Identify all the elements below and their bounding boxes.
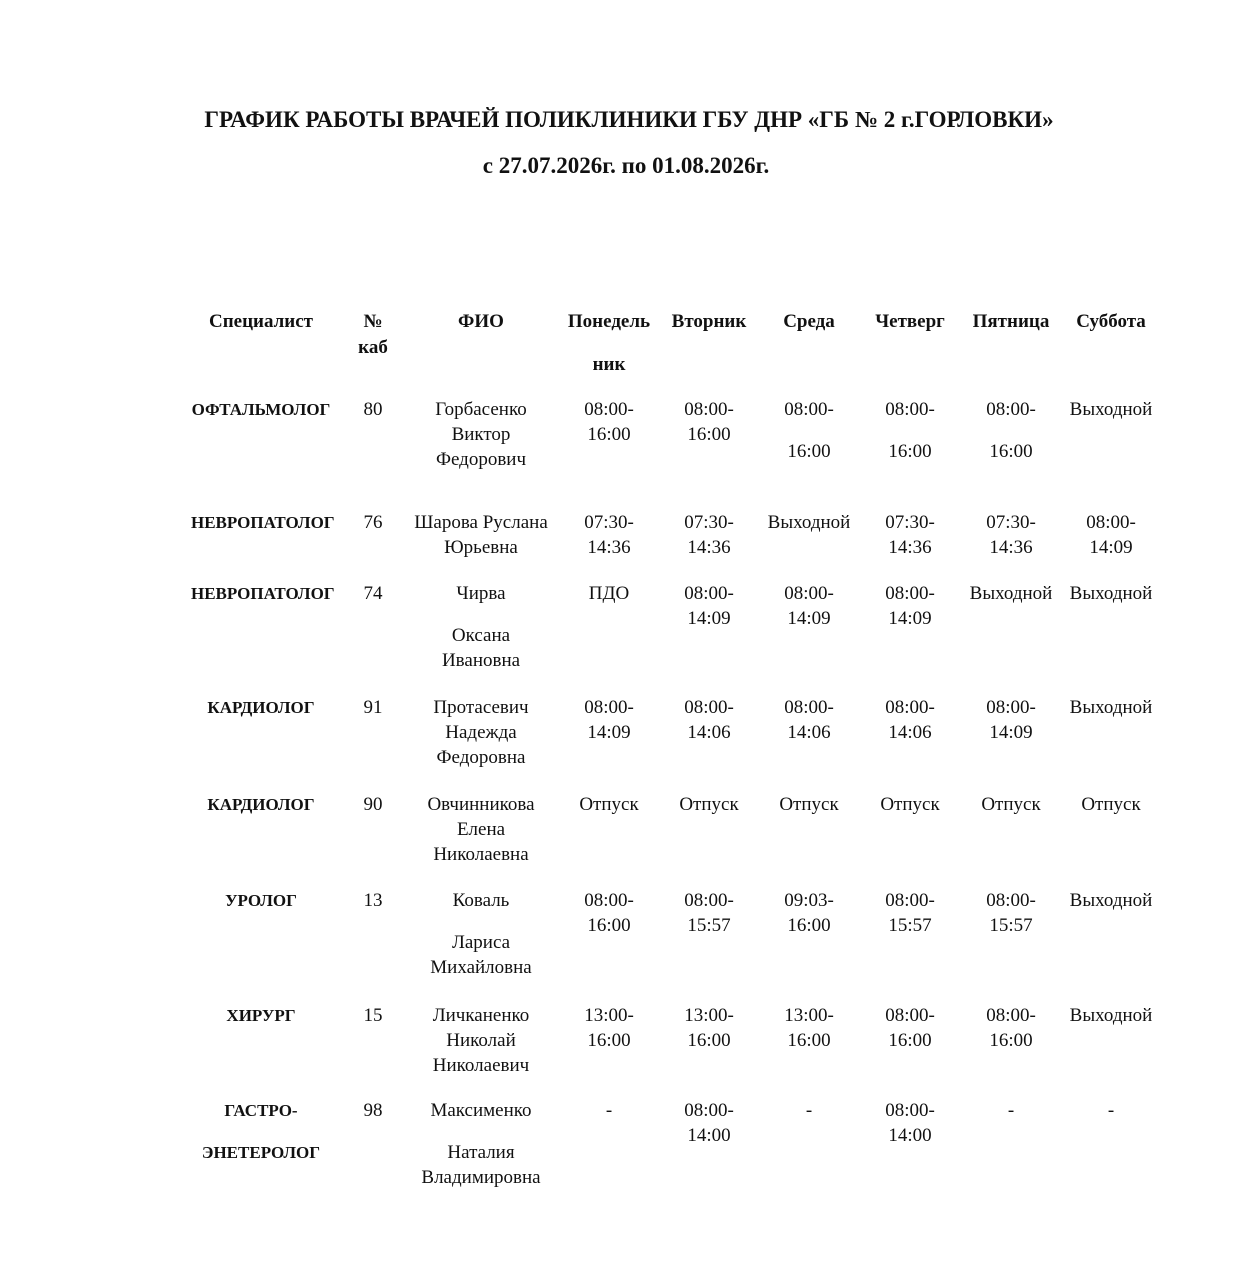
monday-hours-cell: [559, 792, 659, 817]
saturday-hours-cell-line: Выходной: [1069, 399, 1153, 420]
thursday-hours-cell: [860, 397, 960, 464]
friday-hours-cell-line: Выходной: [969, 583, 1053, 604]
header-saturday: Суббота: [1076, 311, 1146, 332]
thursday-hours-cell: [860, 792, 960, 817]
thursday-hours-cell-line: 08:00-: [885, 1005, 935, 1026]
thursday-hours-cell-line: 14:00: [888, 1125, 932, 1146]
wednesday-hours-cell-line: 16:00: [787, 441, 831, 462]
room-number: 74: [363, 583, 383, 604]
wednesday-hours-cell-line: Выходной: [767, 512, 851, 533]
friday-hours-cell-line: 08:00-: [986, 1005, 1036, 1026]
room-number-cell: [343, 888, 403, 913]
tuesday-hours-cell-line: 14:36: [687, 537, 731, 558]
wednesday-hours-cell-line: 16:00: [787, 1030, 831, 1051]
room-number: 98: [363, 1100, 383, 1121]
thursday-hours-cell-line: 07:30-: [885, 512, 935, 533]
thursday-hours-cell-line: 08:00-: [885, 1100, 935, 1121]
saturday-hours-cell: [1061, 581, 1161, 606]
tuesday-hours-cell-line: 08:00-: [684, 399, 734, 420]
thursday-hours-cell: [860, 1003, 960, 1053]
doctor-name-cell-line: Протасевич: [433, 697, 529, 718]
monday-hours-cell: [559, 1098, 659, 1123]
saturday-hours-cell: [1061, 397, 1161, 422]
monday-hours-cell: [559, 1003, 659, 1053]
tuesday-hours-cell-line: 08:00-: [684, 697, 734, 718]
monday-hours-cell-line: 08:00-: [584, 697, 634, 718]
wednesday-hours-cell-line: 09:03-: [784, 890, 834, 911]
thursday-hours-cell-line: 08:00-: [885, 697, 935, 718]
doctor-name-cell: [406, 1003, 556, 1078]
saturday-hours-cell-line: Выходной: [1069, 890, 1153, 911]
wednesday-hours-cell-line: 13:00-: [784, 1005, 834, 1026]
doctor-name-cell-line: Николаевич: [432, 1055, 530, 1076]
tuesday-hours-cell-line: 15:57: [687, 915, 731, 936]
friday-hours-cell-line: 14:36: [989, 537, 1033, 558]
wednesday-hours-cell-line: 08:00-: [784, 583, 834, 604]
wednesday-hours-cell-line: Отпуск: [779, 794, 839, 815]
wednesday-hours-cell-line: -: [805, 1100, 813, 1121]
specialist-cell: [191, 792, 331, 817]
thursday-hours-cell-line: 15:57: [888, 915, 932, 936]
specialist-cell-line: ГАСТРО-: [224, 1101, 298, 1120]
tuesday-hours-cell-line: 08:00-: [684, 583, 734, 604]
specialist-cell-line: ХИРУРГ: [226, 1006, 296, 1025]
doctor-name-cell-line: Личканенко: [432, 1005, 530, 1026]
specialist-cell: [191, 581, 335, 606]
thursday-hours-cell: [860, 1098, 960, 1148]
tuesday-hours-cell-line: 08:00-: [684, 1100, 734, 1121]
friday-hours-cell-line: 16:00: [989, 1030, 1033, 1051]
room-number-cell: [343, 1003, 403, 1028]
tuesday-hours-cell-line: 07:30-: [684, 512, 734, 533]
wednesday-hours-cell: [759, 888, 859, 938]
doctor-name-cell-line: Коваль: [452, 890, 510, 911]
wednesday-hours-cell-line: 08:00-: [784, 399, 834, 420]
tuesday-hours-cell-line: 13:00-: [684, 1005, 734, 1026]
doctor-name-cell: [406, 510, 556, 560]
friday-hours-cell: [961, 1098, 1061, 1123]
friday-hours-cell-line: 07:30-: [986, 512, 1036, 533]
tuesday-hours-cell-line: 16:00: [687, 1030, 731, 1051]
friday-hours-cell-line: 15:57: [989, 915, 1033, 936]
thursday-hours-cell-line: 14:06: [888, 722, 932, 743]
thursday-hours-cell: [860, 695, 960, 745]
header-monday-line1: Понедель: [567, 311, 651, 332]
saturday-hours-cell: [1061, 695, 1161, 720]
saturday-hours-cell: [1061, 1098, 1161, 1123]
room-number: 15: [363, 1005, 383, 1026]
thursday-hours-cell: [860, 581, 960, 631]
saturday-hours-cell: [1061, 888, 1161, 913]
thursday-hours-cell-line: 08:00-: [885, 399, 935, 420]
doctor-name-cell-line: Юрьевна: [444, 537, 518, 558]
room-number: 90: [363, 794, 383, 815]
doctor-name-cell-line: Наталия: [447, 1142, 515, 1163]
friday-hours-cell: [961, 888, 1061, 938]
specialist-cell: [191, 510, 335, 535]
doctor-name-cell-line: Николай: [446, 1030, 516, 1051]
specialist-cell-line: КАРДИОЛОГ: [207, 795, 315, 814]
header-specialist: Специалист: [208, 311, 314, 332]
specialist-cell: [191, 397, 331, 422]
doctor-name-cell-line: Чирва: [456, 583, 506, 604]
wednesday-hours-cell: [759, 397, 859, 464]
wednesday-hours-cell: [759, 792, 859, 817]
specialist-cell-line: КАРДИОЛОГ: [207, 698, 315, 717]
tuesday-hours-cell: [659, 1098, 759, 1148]
header-thursday: Четверг: [875, 311, 945, 332]
tuesday-hours-cell: [659, 397, 759, 447]
monday-hours-cell: [559, 581, 659, 606]
thursday-hours-cell-line: Отпуск: [880, 794, 940, 815]
tuesday-hours-cell: [659, 1003, 759, 1053]
friday-hours-cell-line: 08:00-: [986, 399, 1036, 420]
monday-hours-cell-line: 14:09: [587, 722, 631, 743]
doctor-name-cell: [406, 397, 556, 472]
monday-hours-cell-line: 16:00: [587, 424, 631, 445]
wednesday-hours-cell-line: 16:00: [787, 915, 831, 936]
doctor-name-cell-line: Надежда: [445, 722, 517, 743]
monday-hours-cell-line: Отпуск: [579, 794, 639, 815]
doctor-name-cell: [406, 888, 556, 980]
saturday-hours-cell: [1061, 1003, 1161, 1028]
wednesday-hours-cell-line: 14:06: [787, 722, 831, 743]
doctor-name-cell-line: Федорович: [435, 449, 527, 470]
doctor-name-cell-line: Елена: [456, 819, 506, 840]
saturday-hours-cell-line: Выходной: [1069, 697, 1153, 718]
thursday-hours-cell-line: 08:00-: [885, 890, 935, 911]
room-number-cell: [343, 1098, 403, 1123]
monday-hours-cell-line: 13:00-: [584, 1005, 634, 1026]
wednesday-hours-cell-line: 08:00-: [784, 697, 834, 718]
friday-hours-cell-line: 08:00-: [986, 890, 1036, 911]
friday-hours-cell-line: 16:00: [989, 441, 1033, 462]
room-number-cell: [343, 792, 403, 817]
doctor-name-cell-line: Ивановна: [441, 650, 521, 671]
monday-hours-cell-line: 08:00-: [584, 890, 634, 911]
wednesday-hours-cell: [759, 1098, 859, 1123]
room-number-cell: [343, 581, 403, 606]
doctor-name-cell: [406, 581, 556, 673]
friday-hours-cell: [961, 510, 1061, 560]
tuesday-hours-cell-line: 08:00-: [684, 890, 734, 911]
wednesday-hours-cell-line: 14:09: [787, 608, 831, 629]
wednesday-hours-cell: [759, 1003, 859, 1053]
wednesday-hours-cell: [759, 581, 859, 631]
room-number: 80: [363, 399, 383, 420]
doctor-name-cell-line: Горбасенко: [435, 399, 527, 420]
header-friday: Пятница: [972, 311, 1050, 332]
friday-hours-cell: [961, 1003, 1061, 1053]
room-number-cell: [343, 695, 403, 720]
wednesday-hours-cell: [759, 510, 859, 535]
monday-hours-cell: [559, 397, 659, 447]
tuesday-hours-cell: [659, 792, 759, 817]
monday-hours-cell-line: 07:30-: [584, 512, 634, 533]
room-number-cell: [343, 397, 403, 422]
tuesday-hours-cell-line: 14:00: [687, 1125, 731, 1146]
thursday-hours-cell-line: 14:36: [888, 537, 932, 558]
specialist-cell: [191, 888, 331, 913]
tuesday-hours-cell-line: 14:06: [687, 722, 731, 743]
doctor-name-cell-line: Федоровна: [436, 747, 526, 768]
doctor-name-cell: [406, 792, 556, 867]
doctor-name-cell: [406, 1098, 556, 1190]
saturday-hours-cell: [1061, 792, 1161, 817]
thursday-hours-cell-line: 08:00-: [885, 583, 935, 604]
header-room-line1: №: [363, 311, 383, 332]
specialist-cell: [191, 695, 331, 720]
room-number: 76: [363, 512, 383, 533]
saturday-hours-cell-line: 08:00-: [1086, 512, 1136, 533]
tuesday-hours-cell-line: Отпуск: [679, 794, 739, 815]
room-number: 91: [363, 697, 383, 718]
document-title: ГРАФИК РАБОТЫ ВРАЧЕЙ ПОЛИКЛИНИКИ ГБУ ДНР «ГБ № 2 г.ГОРЛОВКИ»: [204, 107, 1054, 132]
thursday-hours-cell: [860, 510, 960, 560]
saturday-hours-cell: [1061, 510, 1161, 560]
doctor-name-cell-line: Максименко: [430, 1100, 532, 1121]
specialist-cell-line: ОФТАЛЬМОЛОГ: [191, 400, 331, 419]
header-tuesday: Вторник: [671, 311, 747, 332]
friday-hours-cell: [961, 792, 1061, 817]
tuesday-hours-cell-line: 14:09: [687, 608, 731, 629]
tuesday-hours-cell: [659, 695, 759, 745]
specialist-cell: [191, 1098, 331, 1165]
doctor-name-cell-line: Николаевна: [433, 844, 529, 865]
specialist-cell-line: НЕВРОПАТОЛОГ: [191, 513, 335, 532]
specialist-cell-line: НЕВРОПАТОЛОГ: [191, 584, 335, 603]
saturday-hours-cell-line: -: [1107, 1100, 1115, 1121]
thursday-hours-cell-line: 14:09: [888, 608, 932, 629]
monday-hours-cell-line: 08:00-: [584, 399, 634, 420]
wednesday-hours-cell: [759, 695, 859, 745]
header-name: ФИО: [458, 311, 504, 332]
friday-hours-cell: [961, 695, 1061, 745]
doctor-name-cell-line: Оксана: [451, 625, 511, 646]
saturday-hours-cell-line: 14:09: [1089, 537, 1133, 558]
specialist-cell-line: ЭНЕТЕРОЛОГ: [201, 1143, 321, 1162]
header-room-line2: каб: [358, 337, 388, 358]
thursday-hours-cell-line: 16:00: [888, 441, 932, 462]
header-monday-line2: ник: [592, 354, 626, 375]
saturday-hours-cell-line: Выходной: [1069, 583, 1153, 604]
friday-hours-cell-line: -: [1007, 1100, 1015, 1121]
tuesday-hours-cell-line: 16:00: [687, 424, 731, 445]
doctor-name-cell-line: Виктор: [451, 424, 511, 445]
friday-hours-cell-line: 14:09: [989, 722, 1033, 743]
friday-hours-cell-line: 08:00-: [986, 697, 1036, 718]
monday-hours-cell: [559, 695, 659, 745]
doctor-name-cell-line: Владимировна: [421, 1167, 541, 1188]
monday-hours-cell-line: -: [605, 1100, 613, 1121]
header-wednesday: Среда: [783, 311, 835, 332]
saturday-hours-cell-line: Выходной: [1069, 1005, 1153, 1026]
room-number: 13: [363, 890, 383, 911]
friday-hours-cell-line: Отпуск: [981, 794, 1041, 815]
doctor-name-cell: [406, 695, 556, 770]
saturday-hours-cell-line: Отпуск: [1081, 794, 1141, 815]
doctor-name-cell-line: Шарова Руслана: [414, 512, 548, 533]
monday-hours-cell-line: 16:00: [587, 1030, 631, 1051]
document-subtitle: с 27.07.2026г. по 01.08.2026г.: [482, 153, 770, 178]
doctor-name-cell-line: Михайловна: [430, 957, 532, 978]
doctor-name-cell-line: Лариса: [451, 932, 511, 953]
specialist-cell-line: УРОЛОГ: [225, 891, 297, 910]
doctor-name-cell-line: Овчинникова: [427, 794, 535, 815]
friday-hours-cell: [961, 581, 1061, 606]
specialist-cell: [191, 1003, 331, 1028]
thursday-hours-cell-line: 16:00: [888, 1030, 932, 1051]
tuesday-hours-cell: [659, 510, 759, 560]
tuesday-hours-cell: [659, 888, 759, 938]
monday-hours-cell: [559, 888, 659, 938]
monday-hours-cell-line: ПДО: [588, 583, 630, 604]
monday-hours-cell-line: 14:36: [587, 537, 631, 558]
friday-hours-cell: [961, 397, 1061, 464]
thursday-hours-cell: [860, 888, 960, 938]
monday-hours-cell: [559, 510, 659, 560]
monday-hours-cell-line: 16:00: [587, 915, 631, 936]
tuesday-hours-cell: [659, 581, 759, 631]
room-number-cell: [343, 510, 403, 535]
